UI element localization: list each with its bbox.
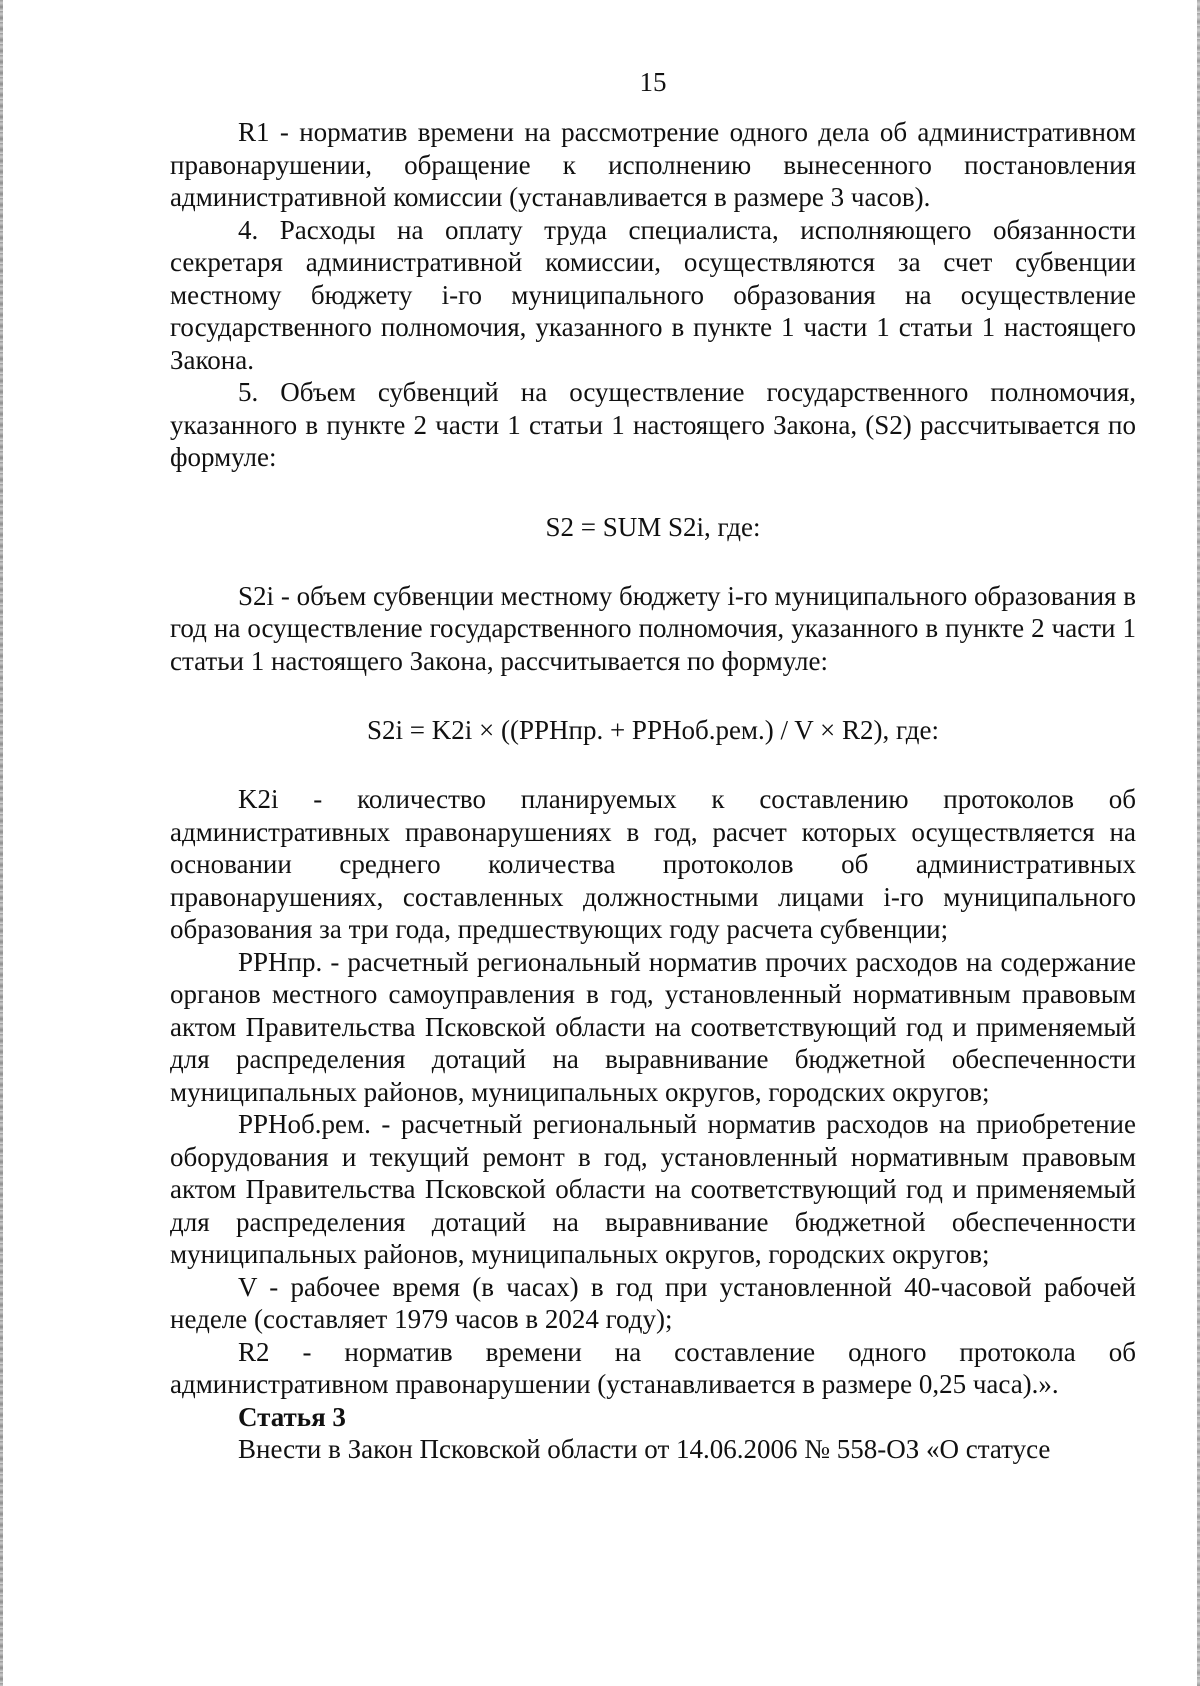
paragraph-r1-definition: R1 - норматив времени на рассмотрение одного дела об административном правонарушении, обращение к исполнению вынесенного постановления административной комиссии (устанавливается в размере 3 часов). (170, 117, 1136, 212)
formula-s2i: S2i = K2i × ((PPHпр. + PPHоб.рем.) / V × R2), где: (367, 715, 939, 745)
article-3-heading: Статья 3 (238, 1401, 346, 1432)
formula-s2: S2 = SUM S2i, где: (545, 511, 761, 542)
paragraph-k2i-definition: K2i - количество планируемых к составлению протоколов об административных правонарушениях в год, расчет которых осуществляется на основании среднего количества протоколов об административных правонарушениях, составленных должностными лицами i-го муниципального образования за три года, предшествующих году расчета субвенции; (170, 784, 1136, 944)
paragraph-r2-definition: R2 - норматив времени на составление одного протокола об административном правонарушении (устанавливается в размере 0,25 часа).». (170, 1336, 1136, 1399)
page-number: 15 (639, 67, 667, 97)
paragraph-pphpr-definition: PPHпр. - расчетный региональный норматив прочих расходов на содержание органов местного самоуправления в год, установленный нормативным правовым актом Правительства Псковской области на соответствующий год и применяемый для распределения дотаций на выравнивание бюджетной обеспеченности муниципальных районов, муниципальных округов, городских округов; (170, 946, 1136, 1107)
scan-edge-left (0, 0, 3, 1686)
paragraph-item-4: 4. Расходы на оплату труда специалиста, исполняющего обязанности секретаря административной комиссии, осуществляются за счет субвенции местному бюджету i-го муниципального образования на осуществление государственного полномочия, указанного в пункте 1 части 1 статьи 1 настоящего Закона. (170, 214, 1136, 375)
article-3-text: Внести в Закон Псковской области от 14.06.2006 № 558-ОЗ «О статусе (238, 1434, 1051, 1464)
document-page (170, 66, 1136, 1466)
paragraph-v-definition: V - рабочее время (в часах) в год при установленной 40-часовой рабочей неделе (составляет 1979 часов в 2024 году); (170, 1271, 1136, 1334)
paragraph-pphob-definition: PPHоб.рем. - расчетный региональный норматив расходов на приобретение оборудования и текущий ремонт в год, установленный нормативным правовым актом Правительства Псковской области на соответствующий год и применяемый для распределения дотаций на выравнивание бюджетной обеспеченности муниципальных районов, муниципальных округов, городских округов; (170, 1109, 1136, 1269)
paragraph-item-5: 5. Объем субвенций на осуществление государственного полномочия, указанного в пункте 2 части 1 статьи 1 настоящего Закона, (S2) рассчитывается по формуле: (170, 377, 1136, 472)
paragraph-s2i-definition: S2i - объем субвенции местному бюджету i-го муниципального образования в год на осуществление государственного полномочия, указанного в пункте 2 части 1 статьи 1 настоящего Закона, рассчитывается по формуле: (170, 580, 1136, 676)
